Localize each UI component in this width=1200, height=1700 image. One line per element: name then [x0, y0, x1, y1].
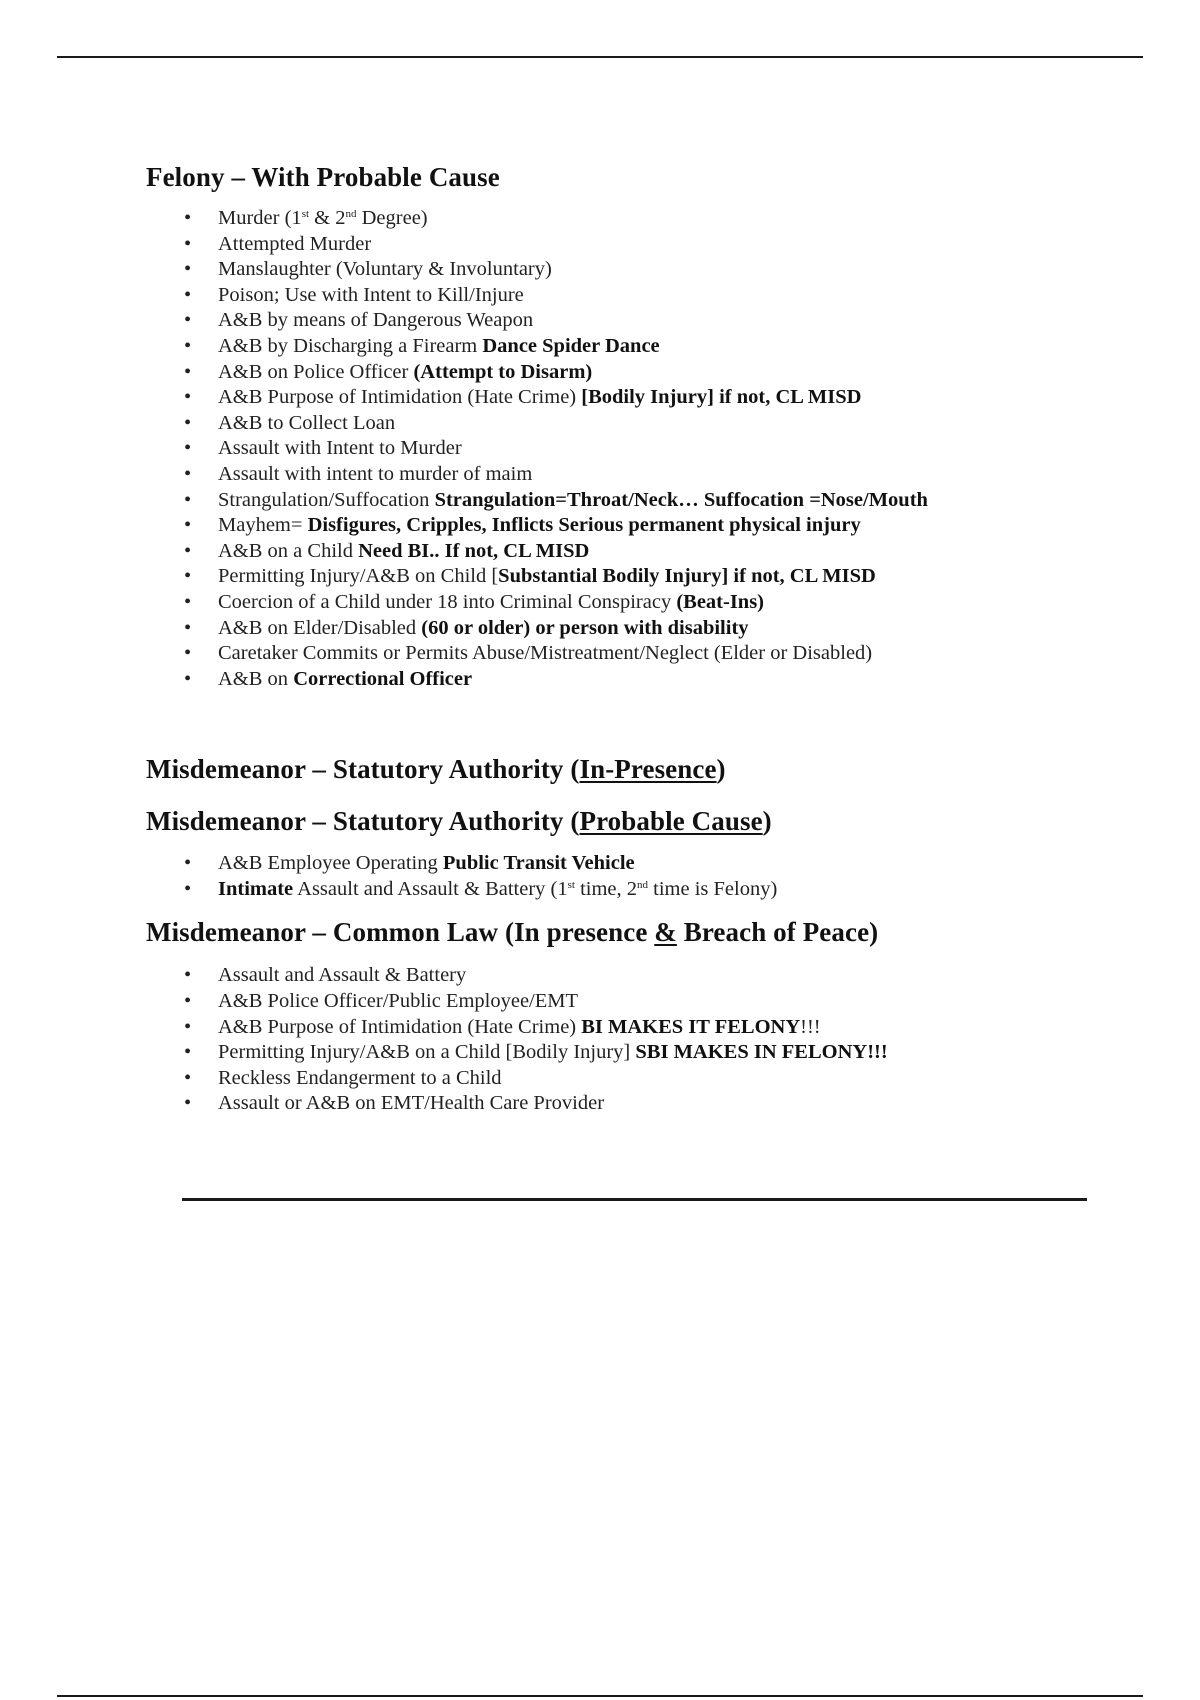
section-divider [182, 1198, 1087, 1201]
list-item: • A&B Purpose of Intimidation (Hate Crime) BI MAKES IT FELONY!!! [146, 1015, 1146, 1041]
felony-heading: Felony – With Probable Cause [146, 162, 500, 192]
list-item: • A&B Purpose of Intimidation (Hate Crime) [Bodily Injury] if not, CL MISD [146, 385, 1146, 411]
list-item: • Coercion of a Child under 18 into Criminal Conspiracy (Beat-Ins) [146, 590, 1146, 616]
felony-list [146, 206, 1146, 692]
misdemeanor-common-law-section [146, 915, 1146, 1117]
list-item: • Permitting Injury/A&B on Child [Substantial Bodily Injury] if not, CL MISD [146, 564, 1146, 590]
bullet: • [184, 462, 192, 485]
list-item: • A&B to Collect Loan [146, 411, 1146, 437]
bullet: • [184, 1066, 192, 1089]
bullet: • [184, 258, 192, 281]
list-item: • A&B on Correctional Officer [146, 667, 1146, 693]
list-item: • Manslaughter (Voluntary & Involuntary) [146, 257, 1146, 283]
list-item: • Caretaker Commits or Permits Abuse/Mistreatment/Neglect (Elder or Disabled) [146, 641, 1146, 667]
list-item: • A&B Police Officer/Public Employee/EMT [146, 989, 1146, 1015]
bullet: • [184, 877, 192, 900]
bullet: • [184, 232, 192, 255]
list-item: • Reckless Endangerment to a Child [146, 1066, 1146, 1092]
list-item: • Mayhem= Disfigures, Cripples, Inflicts Serious permanent physical injury [146, 513, 1146, 539]
misdemeanor-common-law-list [146, 963, 1146, 1117]
list-item: • Assault with intent to murder of maim [146, 462, 1146, 488]
bullet: • [184, 207, 192, 229]
list-item: • A&B on Police Officer (Attempt to Disarm) [146, 360, 1146, 386]
list-item: • Intimate Assault and Assault & Battery (1st time, 2nd time is Felony) [146, 877, 1146, 903]
bullet: • [184, 590, 192, 613]
bullet: • [184, 360, 192, 383]
list-item: • Assault with Intent to Murder [146, 436, 1146, 462]
felony-section [146, 160, 1146, 692]
bullet: • [184, 642, 192, 665]
list-item: • Assault and Assault & Battery [146, 963, 1146, 989]
list-item: • Poison; Use with Intent to Kill/Injure [146, 283, 1146, 309]
bullet: • [184, 1092, 192, 1115]
bullet: • [184, 539, 192, 562]
bullet: • [184, 1041, 192, 1064]
misdemeanor-probable-cause-list [146, 851, 1146, 902]
bullet: • [184, 990, 192, 1013]
misdemeanor-probable-cause-section [146, 804, 1146, 902]
header-rule [57, 56, 1143, 58]
bullet: • [184, 283, 192, 306]
list-item: • A&B on a Child Need BI.. If not, CL MISD [146, 539, 1146, 565]
bullet: • [184, 565, 192, 588]
bullet: • [184, 437, 192, 460]
list-item: • A&B by means of Dangerous Weapon [146, 308, 1146, 334]
bullet: • [184, 852, 192, 875]
bullet: • [184, 964, 192, 987]
bullet: • [184, 334, 192, 357]
list-item: • Permitting Injury/A&B on a Child [Bodily Injury] SBI MAKES IN FELONY!!! [146, 1040, 1146, 1066]
list-item: • Assault or A&B on EMT/Health Care Provider [146, 1091, 1146, 1117]
list-item: • A&B by Discharging a Firearm Dance Spider Dance [146, 334, 1146, 360]
bullet: • [184, 411, 192, 434]
list-item: • Attempted Murder [146, 232, 1146, 258]
misdemeanor-in-presence-section [146, 752, 1146, 786]
list-item: • A&B on Elder/Disabled (60 or older) or person with disability [146, 616, 1146, 642]
list-item: • Murder (1st & 2nd Degree) [146, 206, 1146, 232]
misdemeanor-probable-cause-heading: Misdemeanor – Statutory Authority (Probable Cause) [146, 806, 772, 837]
bullet: • [184, 514, 192, 537]
list-item: • Strangulation/Suffocation Strangulation=Throat/Neck… Suffocation =Nose/Mouth [146, 488, 1146, 514]
bullet: • [184, 616, 192, 639]
misdemeanor-in-presence-heading: Misdemeanor – Statutory Authority (In-Presence) [146, 754, 726, 785]
bullet: • [184, 488, 192, 511]
bullet: • [184, 667, 192, 690]
footer-rule [57, 1695, 1143, 1697]
list-item: • A&B Employee Operating Public Transit Vehicle [146, 851, 1146, 877]
bullet: • [184, 386, 192, 409]
bullet: • [184, 309, 192, 332]
document-body [146, 160, 1146, 1117]
bullet: • [184, 1015, 192, 1038]
misdemeanor-common-law-heading: Misdemeanor – Common Law (In presence & Breach of Peace) [146, 917, 879, 948]
